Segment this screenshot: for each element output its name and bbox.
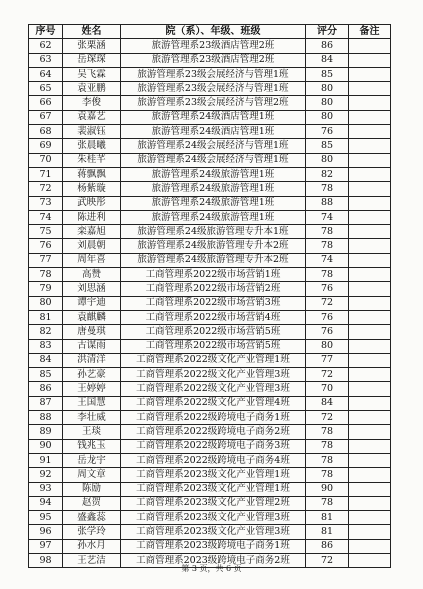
cell-department-class: 旅游管理系24级旅游管理1班	[121, 167, 306, 181]
cell-name: 李俊	[63, 96, 121, 110]
cell-remarks	[349, 482, 391, 496]
cell-department-class: 旅游管理系23级会展经济与管理2班	[121, 96, 306, 110]
cell-remarks	[349, 310, 391, 324]
cell-index: 67	[29, 110, 63, 124]
cell-name: 张栗涵	[63, 39, 121, 53]
cell-name: 袁麒麟	[63, 310, 121, 324]
cell-remarks	[349, 96, 391, 110]
cell-remarks	[349, 339, 391, 353]
cell-score: 74	[306, 210, 349, 224]
cell-index: 63	[29, 53, 63, 67]
table-row	[29, 525, 391, 539]
table-header-row	[29, 25, 391, 39]
cell-index: 69	[29, 139, 63, 153]
table-row	[29, 196, 391, 210]
cell-score: 72	[306, 296, 349, 310]
table-row	[29, 53, 391, 67]
cell-index: 72	[29, 182, 63, 196]
cell-name: 谭宇迪	[63, 296, 121, 310]
cell-index: 91	[29, 453, 63, 467]
cell-name: 张学玲	[63, 525, 121, 539]
table-row	[29, 282, 391, 296]
cell-remarks	[349, 210, 391, 224]
cell-score: 80	[306, 153, 349, 167]
cell-remarks	[349, 67, 391, 81]
cell-department-class: 工商管理系2022级市场营销1班	[121, 268, 306, 282]
table-row	[29, 167, 391, 181]
cell-name: 岳琛琛	[63, 53, 121, 67]
cell-department-class: 工商管理系2022级市场营销5班	[121, 339, 306, 353]
table-row	[29, 411, 391, 425]
cell-score: 78	[306, 425, 349, 439]
cell-index: 94	[29, 496, 63, 510]
cell-department-class: 工商管理系2023级文化产业管理2班	[121, 496, 306, 510]
cell-department-class: 旅游管理系24级酒店管理1班	[121, 125, 306, 139]
cell-score: 72	[306, 368, 349, 382]
cell-index: 74	[29, 210, 63, 224]
cell-department-class: 旅游管理系24级会展经济与管理1班	[121, 139, 306, 153]
table-row	[29, 110, 391, 124]
cell-index: 73	[29, 196, 63, 210]
cell-department-class: 旅游管理系23级酒店管理2班	[121, 39, 306, 53]
cell-department-class: 旅游管理系24级酒店管理1班	[121, 110, 306, 124]
table-row	[29, 139, 391, 153]
cell-name: 朱桂芊	[63, 153, 121, 167]
cell-name: 王婷婷	[63, 382, 121, 396]
cell-name: 杨紫璇	[63, 182, 121, 196]
table-body	[29, 39, 391, 568]
cell-index: 86	[29, 382, 63, 396]
cell-remarks	[349, 239, 391, 253]
cell-index: 88	[29, 411, 63, 425]
cell-name: 王琰	[63, 425, 121, 439]
cell-score: 82	[306, 167, 349, 181]
table-row	[29, 453, 391, 467]
cell-remarks	[349, 468, 391, 482]
cell-name: 吴飞霖	[63, 67, 121, 81]
cell-department-class: 工商管理系2022级文化产业管理4班	[121, 396, 306, 410]
cell-index: 96	[29, 525, 63, 539]
cell-department-class: 旅游管理系23级会展经济与管理1班	[121, 67, 306, 81]
cell-name: 袁嘉艺	[63, 110, 121, 124]
cell-score: 84	[306, 53, 349, 67]
cell-index: 84	[29, 353, 63, 367]
table-row	[29, 425, 391, 439]
cell-department-class: 工商管理系2022级跨境电子商务1班	[121, 411, 306, 425]
cell-name: 周文章	[63, 468, 121, 482]
cell-index: 78	[29, 268, 63, 282]
cell-score: 85	[306, 67, 349, 81]
cell-remarks	[349, 453, 391, 467]
cell-department-class: 工商管理系2023级跨境电子商务2班	[121, 553, 306, 567]
table-row	[29, 325, 391, 339]
cell-score: 88	[306, 196, 349, 210]
table-row	[29, 496, 391, 510]
table-row	[29, 210, 391, 224]
cell-remarks	[349, 53, 391, 67]
cell-name: 王国慧	[63, 396, 121, 410]
cell-remarks	[349, 525, 391, 539]
cell-score: 78	[306, 182, 349, 196]
cell-department-class: 工商管理系2023级跨境电子商务1班	[121, 539, 306, 553]
header-remarks: 备注	[349, 25, 391, 39]
page-footer: 第 3 页，共 6 页	[181, 564, 242, 573]
cell-score: 78	[306, 239, 349, 253]
cell-index: 90	[29, 439, 63, 453]
cell-remarks	[349, 125, 391, 139]
cell-department-class: 工商管理系2022级跨境电子商务2班	[121, 425, 306, 439]
cell-name: 刘思涵	[63, 282, 121, 296]
table-row	[29, 353, 391, 367]
cell-score: 77	[306, 353, 349, 367]
cell-name: 陈励	[63, 482, 121, 496]
table-row	[29, 396, 391, 410]
cell-score: 70	[306, 382, 349, 396]
cell-remarks	[349, 325, 391, 339]
cell-remarks	[349, 196, 391, 210]
cell-score: 78	[306, 268, 349, 282]
cell-index: 85	[29, 368, 63, 382]
cell-index: 68	[29, 125, 63, 139]
cell-remarks	[349, 511, 391, 525]
cell-index: 80	[29, 296, 63, 310]
cell-remarks	[349, 411, 391, 425]
cell-remarks	[349, 425, 391, 439]
cell-department-class: 工商管理系2022级市场营销3班	[121, 296, 306, 310]
cell-score: 78	[306, 439, 349, 453]
cell-score: 81	[306, 525, 349, 539]
cell-index: 81	[29, 310, 63, 324]
table-row	[29, 67, 391, 81]
cell-department-class: 旅游管理系24级旅游管理1班	[121, 196, 306, 210]
cell-name: 赵贺	[63, 496, 121, 510]
cell-index: 93	[29, 482, 63, 496]
cell-score: 86	[306, 539, 349, 553]
cell-remarks	[349, 167, 391, 181]
cell-score: 72	[306, 411, 349, 425]
cell-index: 70	[29, 153, 63, 167]
table-row	[29, 96, 391, 110]
cell-name: 周年喜	[63, 253, 121, 267]
cell-remarks	[349, 225, 391, 239]
table-row	[29, 296, 391, 310]
cell-name: 高赞	[63, 268, 121, 282]
cell-score: 78	[306, 496, 349, 510]
cell-score: 81	[306, 511, 349, 525]
cell-name: 孙水月	[63, 539, 121, 553]
table-row	[29, 382, 391, 396]
cell-name: 张晨曦	[63, 139, 121, 153]
header-index: 序号	[29, 25, 63, 39]
cell-index: 66	[29, 96, 63, 110]
table-row	[29, 310, 391, 324]
cell-name: 孙艺豪	[63, 368, 121, 382]
cell-index: 92	[29, 468, 63, 482]
cell-department-class: 工商管理系2022级跨境电子商务4班	[121, 453, 306, 467]
cell-remarks	[349, 296, 391, 310]
cell-index: 75	[29, 225, 63, 239]
cell-name: 唐曼琪	[63, 325, 121, 339]
cell-name: 蒋飘飘	[63, 167, 121, 181]
cell-name: 刘晨朝	[63, 239, 121, 253]
cell-score: 76	[306, 325, 349, 339]
cell-index: 83	[29, 339, 63, 353]
cell-department-class: 旅游管理系24级旅游管理1班	[121, 182, 306, 196]
cell-department-class: 工商管理系2023级文化产业管理1班	[121, 468, 306, 482]
cell-name: 盛鑫蕊	[63, 511, 121, 525]
cell-department-class: 工商管理系2023级文化产业管理3班	[121, 525, 306, 539]
cell-index: 77	[29, 253, 63, 267]
cell-remarks	[349, 82, 391, 96]
cell-index: 76	[29, 239, 63, 253]
cell-index: 64	[29, 67, 63, 81]
cell-score: 80	[306, 339, 349, 353]
cell-department-class: 工商管理系2022级市场营销5班	[121, 325, 306, 339]
cell-department-class: 旅游管理系24级会展经济与管理1班	[121, 153, 306, 167]
cell-score: 76	[306, 310, 349, 324]
cell-index: 65	[29, 82, 63, 96]
table-row	[29, 539, 391, 553]
table-row	[29, 253, 391, 267]
cell-remarks	[349, 253, 391, 267]
table-row	[29, 468, 391, 482]
cell-remarks	[349, 439, 391, 453]
cell-department-class: 工商管理系2022级跨境电子商务3班	[121, 439, 306, 453]
cell-remarks	[349, 39, 391, 53]
table-row	[29, 482, 391, 496]
cell-remarks	[349, 153, 391, 167]
cell-index: 79	[29, 282, 63, 296]
cell-remarks	[349, 139, 391, 153]
table-row	[29, 182, 391, 196]
cell-index: 98	[29, 553, 63, 567]
cell-score: 80	[306, 96, 349, 110]
cell-score: 80	[306, 82, 349, 96]
cell-department-class: 工商管理系2022级文化产业管理3班	[121, 382, 306, 396]
cell-name: 栾嘉旭	[63, 225, 121, 239]
cell-name: 李壮威	[63, 411, 121, 425]
cell-name: 陈进利	[63, 210, 121, 224]
table-row	[29, 268, 391, 282]
student-score-table	[28, 24, 391, 568]
cell-index: 82	[29, 325, 63, 339]
cell-name: 袁亚鹏	[63, 82, 121, 96]
table-row	[29, 239, 391, 253]
cell-score: 80	[306, 110, 349, 124]
cell-score: 76	[306, 282, 349, 296]
cell-name: 洪清洋	[63, 353, 121, 367]
cell-score: 74	[306, 253, 349, 267]
cell-name: 武映彤	[63, 196, 121, 210]
cell-name: 裴淑钰	[63, 125, 121, 139]
cell-score: 76	[306, 125, 349, 139]
cell-remarks	[349, 368, 391, 382]
cell-department-class: 工商管理系2022级文化产业管理1班	[121, 353, 306, 367]
cell-department-class: 旅游管理系24级旅游管理专升本2班	[121, 253, 306, 267]
cell-score: 86	[306, 39, 349, 53]
header-department-class: 院（系）、年级、班级	[121, 25, 306, 39]
table-row	[29, 153, 391, 167]
table-row	[29, 125, 391, 139]
cell-score: 90	[306, 482, 349, 496]
cell-department-class: 工商管理系2022级市场营销2班	[121, 282, 306, 296]
header-score: 评分	[306, 25, 349, 39]
cell-index: 89	[29, 425, 63, 439]
cell-name: 岳龙宇	[63, 453, 121, 467]
cell-remarks	[349, 268, 391, 282]
cell-remarks	[349, 382, 391, 396]
table-row	[29, 82, 391, 96]
cell-name: 古谋雨	[63, 339, 121, 353]
table-row	[29, 511, 391, 525]
cell-remarks	[349, 496, 391, 510]
cell-remarks	[349, 110, 391, 124]
cell-department-class: 旅游管理系23级酒店管理2班	[121, 53, 306, 67]
cell-remarks	[349, 396, 391, 410]
table-row	[29, 39, 391, 53]
cell-department-class: 工商管理系2023级文化产业管理3班	[121, 511, 306, 525]
cell-score: 78	[306, 453, 349, 467]
cell-score: 72	[306, 553, 349, 567]
cell-remarks	[349, 353, 391, 367]
cell-department-class: 旅游管理系24级旅游管理专升本2班	[121, 239, 306, 253]
cell-score: 85	[306, 139, 349, 153]
cell-remarks	[349, 282, 391, 296]
cell-remarks	[349, 182, 391, 196]
cell-score: 78	[306, 225, 349, 239]
cell-index: 71	[29, 167, 63, 181]
cell-name: 王艺洁	[63, 553, 121, 567]
cell-name: 钱兆玉	[63, 439, 121, 453]
cell-remarks	[349, 539, 391, 553]
cell-index: 87	[29, 396, 63, 410]
table-row	[29, 368, 391, 382]
cell-department-class: 工商管理系2022级市场营销4班	[121, 310, 306, 324]
cell-score: 84	[306, 396, 349, 410]
header-name: 姓名	[63, 25, 121, 39]
cell-department-class: 工商管理系2023级文化产业管理1班	[121, 482, 306, 496]
cell-index: 95	[29, 511, 63, 525]
table-row	[29, 225, 391, 239]
cell-department-class: 工商管理系2022级文化产业管理3班	[121, 368, 306, 382]
cell-index: 97	[29, 539, 63, 553]
table-row	[29, 339, 391, 353]
cell-department-class: 旅游管理系23级会展经济与管理1班	[121, 82, 306, 96]
cell-index: 62	[29, 39, 63, 53]
cell-department-class: 旅游管理系24级旅游管理专升本1班	[121, 225, 306, 239]
cell-score: 78	[306, 468, 349, 482]
table-row	[29, 439, 391, 453]
cell-department-class: 旅游管理系24级旅游管理1班	[121, 210, 306, 224]
